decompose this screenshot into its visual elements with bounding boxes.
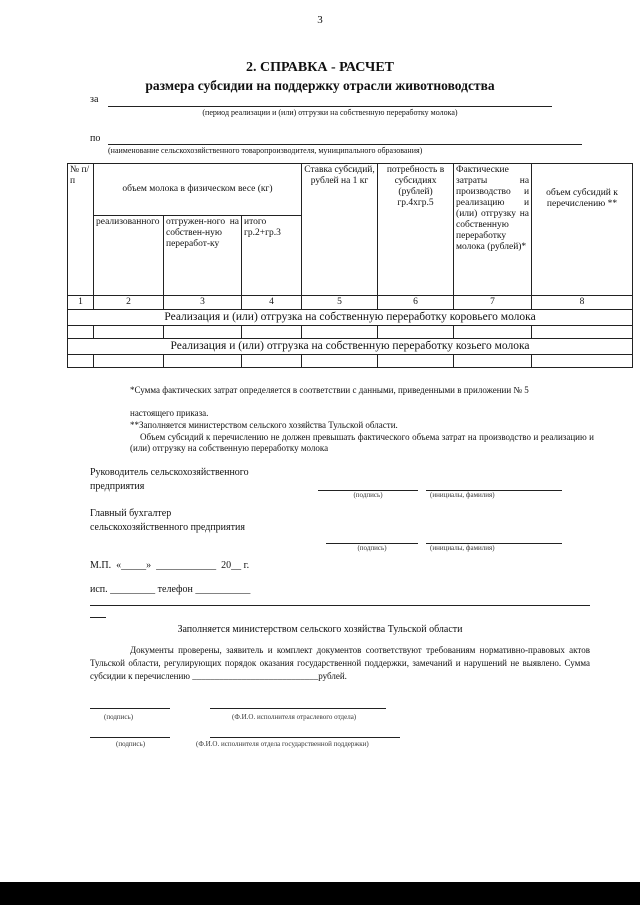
sig2-name-line[interactable] (210, 737, 400, 738)
ministry-heading: Заполняется министерством сельского хозяйства Тульской области (177, 624, 463, 635)
table-cell[interactable] (68, 326, 94, 339)
header-total: итого гр.2+гр.3 (242, 216, 302, 296)
ministry-text (90, 644, 590, 683)
header-num: № п/п (68, 164, 94, 296)
page-subtitle: размера субсидии на поддержку отрасли животноводства (145, 78, 495, 93)
executor-phone-line: исп. _________ телефон ___________ (90, 584, 251, 595)
col-number: 3 (164, 296, 242, 310)
table-cell[interactable] (242, 355, 302, 368)
column-number-row (68, 296, 633, 310)
page-title: 2. СПРАВКА - РАСЧЕТ (245, 60, 395, 75)
head-signature-caption: (подпись) (353, 491, 383, 499)
col-number: 5 (302, 296, 378, 310)
table-row (68, 355, 633, 368)
footnote-3: Объем субсидий к перечислению не должен превышать фактического объема затрат на производство и реализацию и (или) отгрузку на собственную переработку молока (130, 432, 594, 453)
header-actual-costs: Фактические затраты на производство и реализацию и (или) отгрузку на собственную переработку молока (рублей)* (454, 164, 532, 296)
col-number: 7 (454, 296, 532, 310)
accountant-signature-caption: (подпись) (357, 544, 387, 552)
col-number: 4 (242, 296, 302, 310)
table-cell[interactable] (94, 326, 164, 339)
table-cell[interactable] (454, 326, 532, 339)
table-cell[interactable] (532, 355, 633, 368)
table-cell[interactable] (94, 355, 164, 368)
sig2-caption: (подпись) (116, 740, 146, 748)
sig1-name-line[interactable] (210, 708, 386, 709)
po-label: по (90, 133, 101, 144)
section-cow-milk: Реализация и (или) отгрузка на собственную переработку коровьего молока (68, 310, 633, 326)
accountant-name-caption: (инициалы, фамилия) (430, 544, 495, 552)
page-number: 3 (317, 14, 323, 26)
head-label: Руководитель сельскохозяйственного предприятия (90, 467, 249, 492)
subsidy-amount-blank[interactable]: ____________________________ (192, 671, 319, 681)
footnote-1b: настоящего приказа. (130, 408, 209, 418)
sig1-name-caption: (Ф.И.О. исполнителя отраслевого отдела) (232, 713, 357, 721)
table-cell[interactable] (242, 326, 302, 339)
scan-bottom-edge (0, 882, 640, 905)
za-underline[interactable] (108, 106, 552, 107)
table-cell[interactable] (302, 355, 378, 368)
table-row (68, 326, 633, 339)
header-transfer: объем субсидий к перечислению ** (532, 164, 633, 296)
col-number: 2 (94, 296, 164, 310)
separator-line (90, 605, 590, 606)
header-need: потребность в субсидиях (рублей) гр.4хгр.5 (378, 164, 454, 296)
za-label: за (90, 94, 99, 105)
accountant-label: Главный бухгалтер сельскохозяйственного предприятия (90, 508, 245, 533)
table-cell[interactable] (164, 326, 242, 339)
table-cell[interactable] (532, 326, 633, 339)
table-cell[interactable] (164, 355, 242, 368)
footnote-2: **Заполняется министерством сельского хозяйства Тульской области. (130, 420, 398, 430)
short-dash (90, 617, 106, 618)
po-caption: (наименование сельскохозяйственного товаропроизводителя, муниципального образования) (108, 146, 423, 155)
po-underline[interactable] (108, 144, 582, 145)
sig1-caption: (подпись) (104, 713, 134, 721)
header-shipped: отгружен-ного на собствен-ную переработ-ку (164, 216, 242, 296)
sig1-line[interactable] (90, 708, 170, 709)
head-name-caption: (инициалы, фамилия) (430, 491, 495, 499)
header-volume: объем молока в физическом весе (кг) (94, 164, 302, 216)
col-number: 1 (68, 296, 94, 310)
subsidy-currency: рублей. (318, 671, 347, 681)
table-cell[interactable] (454, 355, 532, 368)
ministry-text-body: Документы проверены, заявитель и комплект документов соответствуют требованиям нормативно-правовых актов Тульской области, регулирующих порядок оказания государственной поддержки, замечаний и нарушений не выявлено. Сумма субсидии к перечислению (90, 645, 590, 681)
col-number: 6 (378, 296, 454, 310)
table-cell[interactable] (302, 326, 378, 339)
sig2-name-caption: (Ф.И.О. исполнителя отдела государственной поддержки) (196, 740, 369, 748)
header-sold: реализованного (94, 216, 164, 296)
table-cell[interactable] (378, 326, 454, 339)
col-number: 8 (532, 296, 633, 310)
sig2-line[interactable] (90, 737, 170, 738)
table-cell[interactable] (378, 355, 454, 368)
za-caption: (период реализации и (или) отгрузки на собственную переработку молока) (202, 108, 458, 117)
mp-date-line: М.П. «_____» ____________ 20__ г. (90, 560, 250, 571)
footnote-1: *Сумма фактических затрат определяется в соответствии с данными, приведенными в приложении № 5 (130, 385, 529, 395)
subsidy-table (67, 163, 633, 368)
header-rate: Ставка субсидий, рублей на 1 кг (302, 164, 378, 296)
table-cell[interactable] (68, 355, 94, 368)
section-goat-milk: Реализация и (или) отгрузка на собственную переработку козьего молока (68, 339, 633, 355)
